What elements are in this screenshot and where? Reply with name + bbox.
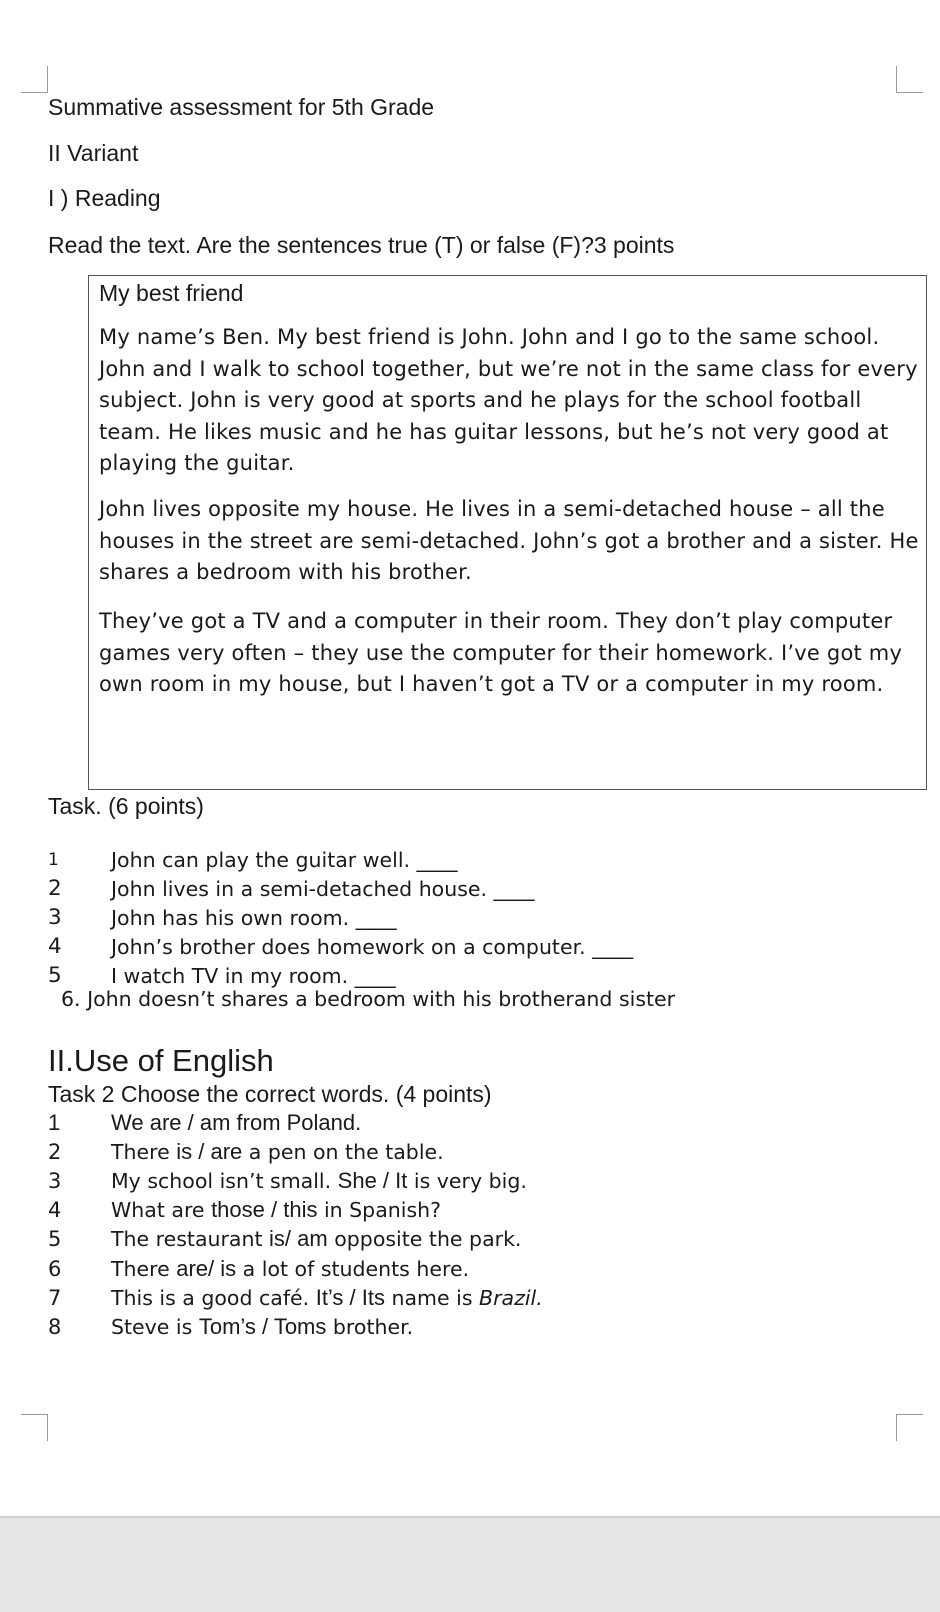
section-reading-heading: I ) Reading: [48, 185, 161, 211]
crop-mark-bottom-left: [21, 1414, 48, 1441]
page-bottom-edge: [0, 1516, 940, 1518]
choice-options: She / It: [337, 1168, 408, 1193]
choice-options: is / are: [176, 1139, 243, 1164]
item-text-post: in Spanish?: [317, 1198, 442, 1222]
item-text: [111, 1167, 527, 1195]
variant-label: II Variant: [48, 140, 139, 166]
item-text: [111, 1313, 413, 1341]
item-text: John can play the guitar well. ____: [111, 848, 458, 872]
item-number: 6: [48, 1257, 62, 1281]
crop-mark-bottom-right: [896, 1414, 923, 1441]
item-text-post: a pen on the table.: [242, 1140, 444, 1164]
item-number: 2: [48, 876, 62, 901]
item-number: 5: [48, 963, 62, 988]
item-text-pre: There: [111, 1257, 177, 1281]
item-number: 3: [48, 905, 62, 930]
item-text: [111, 1255, 469, 1283]
item-text: [111, 1225, 521, 1253]
reading-text-box: [88, 275, 927, 790]
item-number: 2: [48, 1140, 62, 1164]
item-text: We are / am from Poland.: [111, 1110, 362, 1135]
reading-paragraph: They’ve got a TV and a computer in their room. They don’t play computer games very often – they use the computer for their homework. I’ve got my own room in my house, but I haven’t got a TV or a computer in my room.: [99, 609, 903, 696]
task2-title: Task 2 Choose the correct words. (4 points): [48, 1081, 492, 1107]
section-use-of-english-heading: II.Use of English: [48, 1043, 274, 1078]
item-number: 4: [48, 1198, 62, 1222]
task1-item-6: 6. John doesn’t shares a bedroom with his brotherand sister: [61, 987, 676, 1011]
task1-title: Task. (6 points): [48, 793, 204, 819]
choice-options: It’s / Its: [315, 1285, 385, 1310]
item-text: [111, 1284, 543, 1312]
item-number: 4: [48, 934, 62, 959]
item-number: 1: [48, 1110, 61, 1135]
reading-paragraph: My name’s Ben. My best friend is John. John and I go to the same school. John and I walk to school together, but we’re not in the same class for every subject. John is very good at sports and he plays for the school football team. He likes music and he has guitar lessons, but he’s not very good at playing the guitar.: [99, 325, 918, 475]
item-text-pre: There: [111, 1140, 177, 1164]
item-number: 1: [48, 850, 59, 870]
item-text: [111, 1196, 441, 1224]
reading-instruction: Read the text. Are the sentences true (T) or false (F)?3 points: [48, 232, 675, 258]
item-text: I watch TV in my room. ____: [111, 964, 396, 988]
crop-mark-top-left: [21, 66, 48, 93]
choice-options: those / this: [211, 1197, 318, 1222]
cafe-name: Brazil.: [479, 1286, 543, 1310]
choice-options: Tom’s / Toms: [198, 1314, 327, 1339]
item-text-pre: Steve is: [111, 1315, 199, 1339]
item-text-post: name is: [384, 1286, 480, 1310]
item-text-pre: The restaurant: [111, 1227, 270, 1251]
item-number: 5: [48, 1227, 62, 1251]
item-text: John has his own room. ____: [111, 906, 397, 930]
reading-paragraph: John lives opposite my house. He lives in a semi-detached house – all the houses in the street are semi-detached. John’s got a brother and a sister. He shares a bedroom with his brother.: [99, 497, 919, 584]
item-number: 3: [48, 1169, 62, 1193]
item-number: 7: [48, 1286, 62, 1310]
item-number: 8: [48, 1315, 62, 1339]
reading-title: My best friend: [99, 280, 244, 306]
crop-mark-top-right: [896, 66, 923, 93]
item-text-post: a lot of students here.: [236, 1257, 470, 1281]
item-text-pre: This is a good café.: [111, 1286, 316, 1310]
item-text-pre: What are: [111, 1198, 212, 1222]
item-text-post: opposite the park.: [327, 1227, 522, 1251]
item-text: John lives in a semi-detached house. ____: [111, 877, 535, 901]
item-text-pre: My school isn’t small.: [111, 1169, 338, 1193]
choice-options: is/ am: [269, 1226, 328, 1251]
item-text: [111, 1138, 444, 1166]
item-text: John’s brother does homework on a computer. ____: [111, 935, 634, 959]
item-text-post: is very big.: [407, 1169, 527, 1193]
item-text-post: brother.: [326, 1315, 414, 1339]
document-title: Summative assessment for 5th Grade: [48, 94, 435, 120]
choice-options: are/ is: [176, 1256, 237, 1281]
